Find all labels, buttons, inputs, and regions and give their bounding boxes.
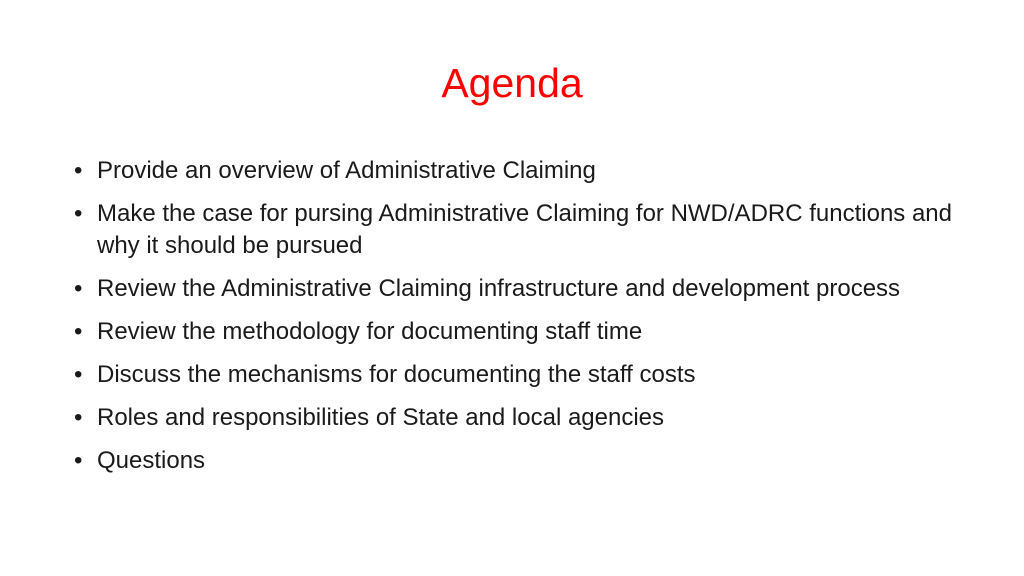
agenda-item bbox=[74, 155, 954, 187]
bullet-icon: • bbox=[74, 318, 83, 345]
bullet-icon: • bbox=[74, 200, 83, 227]
bullet-icon: • bbox=[74, 157, 83, 184]
bullet-icon: • bbox=[74, 447, 83, 474]
agenda-item-text: Review the Administrative Claiming infrastructure and development process bbox=[97, 275, 901, 302]
agenda-item bbox=[74, 445, 954, 477]
agenda-item bbox=[74, 359, 954, 391]
slide-title: Agenda bbox=[441, 60, 583, 106]
agenda-item-text: Review the methodology for documenting staff time bbox=[97, 318, 643, 345]
agenda-item-text: Provide an overview of Administrative Claiming bbox=[97, 157, 596, 184]
agenda-item bbox=[74, 402, 954, 434]
bullet-icon: • bbox=[74, 361, 83, 388]
agenda-item bbox=[74, 198, 954, 262]
agenda-item-text: Make the case for pursing Administrative Claiming for NWD/ADRC functions and why it should be pursued bbox=[97, 200, 952, 259]
bullet-icon: • bbox=[74, 404, 83, 431]
agenda-list bbox=[74, 155, 954, 488]
bullet-icon: • bbox=[74, 275, 83, 302]
agenda-item-text: Discuss the mechanisms for documenting the staff costs bbox=[97, 361, 696, 388]
agenda-item-text: Roles and responsibilities of State and local agencies bbox=[97, 404, 665, 431]
agenda-item bbox=[74, 316, 954, 348]
agenda-item bbox=[74, 273, 954, 305]
agenda-item-text: Questions bbox=[97, 447, 206, 474]
